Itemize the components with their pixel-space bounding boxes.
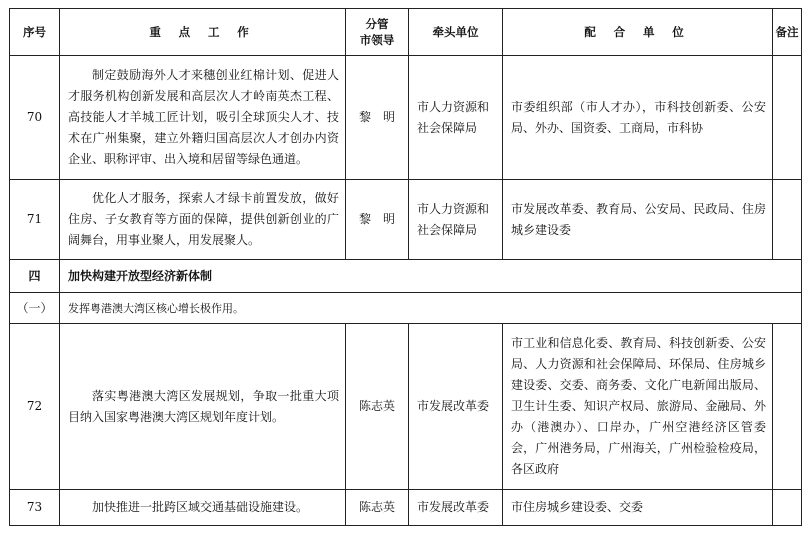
table-row: [10, 56, 802, 180]
row-work-text: 优化人才服务，探索人才绿卡前置发放，做好住房、子女教育等方面的保障，提供创新创业的广阔舞台，用事业聚人，用发展聚人。: [68, 191, 339, 247]
row-leader: 黎 明: [346, 56, 409, 180]
row-work-text: 制定鼓励海外人才来穗创业红棉计划、促进人才服务机构创新发展和高层次人才岭南英杰工程、高技能人才羊城工匠计划，吸引全球顶尖人才、技术在广州集聚，建立外籍归国高层次人才创办内资企业、职称评审、出入境和居留等绿色通道。: [68, 68, 339, 166]
subsection-row: [10, 293, 802, 324]
subsection-seq: （一）: [10, 293, 60, 324]
header-leader-line2: 市领导: [359, 33, 395, 47]
row-lead-unit: 市人力资源和社会保障局: [409, 180, 503, 260]
subsection-title: 发挥粤港澳大湾区核心增长极作用。: [60, 293, 802, 324]
header-coop-label: 配 合 单 位: [584, 25, 691, 39]
row-work: [60, 56, 346, 180]
section-row: [10, 260, 802, 293]
row-seq: 71: [10, 180, 60, 260]
row-remarks: [773, 324, 802, 490]
row-lead-unit: 市人力资源和社会保障局: [409, 56, 503, 180]
header-lead-unit: 牵头单位: [409, 9, 503, 56]
table-row: [10, 490, 802, 526]
section-title: 加快构建开放型经济新体制: [60, 260, 802, 293]
row-work-text: 落实粤港澳大湾区发展规划，争取一批重大项目纳入国家粤港澳大湾区规划年度计划。: [68, 388, 339, 424]
row-coop-units: 市委组织部（市人才办），市科技创新委、公安局、外办、国资委、工商局，市科协: [503, 56, 773, 180]
row-leader: 陈志英: [346, 324, 409, 490]
row-coop-units: 市发展改革委、教育局、公安局、民政局、住房城乡建设委: [503, 180, 773, 260]
header-work-label: 重 点 工 作: [149, 25, 256, 39]
row-coop-units: 市工业和信息化委、教育局、科技创新委、公安局、人力资源和社会保障局、环保局、住房城乡建设委、交委、商务委、文化广电新闻出版局、卫生计生委、知识产权局、旅游局、金融局、外办（港澳办）、口岸办，广州空港经济区管委会，广州港务局，广州海关，广州检验检疫局，各区政府: [503, 324, 773, 490]
row-remarks: [773, 490, 802, 526]
document-page: [9, 8, 802, 526]
section-seq: 四: [10, 260, 60, 293]
table-row: [10, 180, 802, 260]
header-seq: 序号: [10, 9, 60, 56]
table-row: [10, 324, 802, 490]
row-remarks: [773, 56, 802, 180]
header-leader: [346, 9, 409, 56]
row-lead-unit: 市发展改革委: [409, 324, 503, 490]
header-work: [60, 9, 346, 56]
row-leader: 陈志英: [346, 490, 409, 526]
work-table: [9, 8, 802, 526]
row-lead-unit: 市发展改革委: [409, 490, 503, 526]
row-remarks: [773, 180, 802, 260]
row-work: [60, 324, 346, 490]
row-seq: 70: [10, 56, 60, 180]
row-leader: 黎 明: [346, 180, 409, 260]
row-coop-units: 市住房城乡建设委、交委: [503, 490, 773, 526]
table-header-row: [10, 9, 802, 56]
row-work: [60, 180, 346, 260]
header-leader-line1: 分管: [365, 17, 389, 31]
row-work: [60, 490, 346, 526]
row-seq: 72: [10, 324, 60, 490]
header-remarks: 备注: [773, 9, 802, 56]
row-work-text: 加快推进一批跨区域交通基础设施建设。: [92, 500, 309, 514]
header-coop-units: [503, 9, 773, 56]
row-seq: 73: [10, 490, 60, 526]
